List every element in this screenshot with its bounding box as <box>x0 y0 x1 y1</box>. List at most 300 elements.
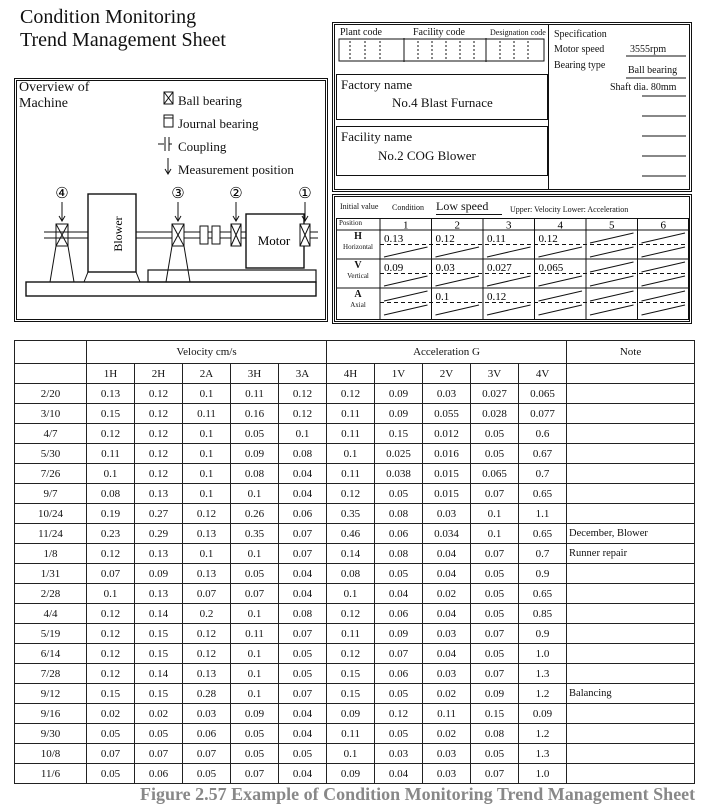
initial-value-cell: 0.12 <box>538 233 558 245</box>
value-cell: 0.09 <box>375 404 423 424</box>
table-row <box>15 764 695 784</box>
table-row <box>15 504 695 524</box>
date-cell: 9/12 <box>15 684 87 704</box>
accel-cell-slash <box>384 276 428 286</box>
value-cell: 0.11 <box>423 704 471 724</box>
value-cell: 0.12 <box>135 404 183 424</box>
value-cell: 0.06 <box>279 504 327 524</box>
value-cell: 0.06 <box>375 604 423 624</box>
value-cell: 0.1 <box>87 464 135 484</box>
date-cell: 7/28 <box>15 664 87 684</box>
empty-cell-slash <box>384 291 428 301</box>
value-cell: 0.05 <box>471 564 519 584</box>
value-cell: 0.07 <box>471 624 519 644</box>
accel-cell-slash <box>590 276 634 286</box>
value-cell: 0.12 <box>87 664 135 684</box>
value-cell: 0.04 <box>279 484 327 504</box>
value-cell: 0.11 <box>183 404 231 424</box>
value-cell: 0.13 <box>87 384 135 404</box>
value-cell: 0.09 <box>375 624 423 644</box>
table-row <box>15 604 695 624</box>
value-cell: 0.04 <box>375 764 423 784</box>
position-3-label: ③ <box>171 186 185 202</box>
value-cell: 0.9 <box>519 564 567 584</box>
initial-value-cell: 0.11 <box>487 233 506 245</box>
value-cell: 0.04 <box>423 564 471 584</box>
date-cell: 3/10 <box>15 404 87 424</box>
value-cell: 0.65 <box>519 524 567 544</box>
value-cell: 0.03 <box>423 624 471 644</box>
v-letter: V <box>354 260 362 271</box>
v-name: Vertical <box>347 272 369 280</box>
note-cell <box>567 464 695 484</box>
motor-label: Motor <box>257 233 291 248</box>
value-cell: 0.1 <box>327 584 375 604</box>
value-cell: 0.08 <box>375 504 423 524</box>
value-cell: 0.1 <box>183 464 231 484</box>
overview-title-line-1: Overview of <box>19 80 90 95</box>
value-cell: 0.055 <box>423 404 471 424</box>
value-cell: 0.07 <box>279 684 327 704</box>
initial-value-cell: 0.027 <box>487 262 512 274</box>
value-cell: 0.09 <box>135 564 183 584</box>
value-cell: 0.15 <box>87 684 135 704</box>
page-title <box>20 6 226 52</box>
value-cell: 0.13 <box>183 664 231 684</box>
empty-cell-slash <box>642 233 686 243</box>
note-cell <box>567 584 695 604</box>
value-cell: 0.1 <box>183 544 231 564</box>
value-cell: 0.11 <box>327 724 375 744</box>
row-axial <box>334 290 382 310</box>
value-cell: 0.03 <box>183 704 231 724</box>
note-cell <box>567 504 695 524</box>
value-cell: 0.05 <box>231 724 279 744</box>
title-line-2: Trend Management Sheet <box>20 29 226 51</box>
initial-value-cell: 0.12 <box>435 233 455 245</box>
overview-title-line-2: Machine <box>19 96 68 111</box>
table-row <box>15 444 695 464</box>
value-cell: 0.02 <box>135 704 183 724</box>
empty-cell-slash <box>642 291 686 301</box>
value-cell: 0.08 <box>279 444 327 464</box>
value-cell: 0.13 <box>183 524 231 544</box>
value-cell: 0.05 <box>375 484 423 504</box>
note-cell: December, Blower <box>567 524 695 544</box>
row-horizontal <box>334 232 382 252</box>
value-cell: 1.3 <box>519 664 567 684</box>
date-cell: 10/24 <box>15 504 87 524</box>
legend-ball-bearing: Ball bearing <box>178 93 242 108</box>
value-cell: 0.05 <box>231 564 279 584</box>
value-cell: 0.13 <box>135 544 183 564</box>
table-row <box>15 744 695 764</box>
accel-cell-slash <box>384 305 428 315</box>
value-cell: 0.05 <box>375 564 423 584</box>
value-cell: 0.15 <box>375 424 423 444</box>
date-cell: 4/4 <box>15 604 87 624</box>
value-cell: 0.07 <box>87 564 135 584</box>
accel-cell-slash <box>487 247 531 257</box>
value-cell: 0.11 <box>327 424 375 444</box>
value-cell: 0.11 <box>327 464 375 484</box>
value-cell: 0.03 <box>375 744 423 764</box>
value-cell: 0.06 <box>375 664 423 684</box>
value-cell: 1.3 <box>519 744 567 764</box>
h-letter: H <box>354 231 362 242</box>
a-name: Axial <box>350 301 366 309</box>
value-cell: 0.13 <box>135 584 183 604</box>
value-cell: 0.12 <box>279 404 327 424</box>
value-cell: 0.04 <box>279 764 327 784</box>
date-cell: 11/6 <box>15 764 87 784</box>
value-cell: 0.12 <box>87 604 135 624</box>
note-cell <box>567 404 695 424</box>
velocity-accel-legend: Upper: Velocity Lower: Acceleration <box>510 205 629 214</box>
velocity-header: Velocity cm/s <box>87 341 327 364</box>
value-cell: 0.05 <box>375 684 423 704</box>
h-name: Horizontal <box>343 243 373 251</box>
note-cell: Runner repair <box>567 544 695 564</box>
ball-bearing-icon <box>164 92 173 104</box>
value-cell: 0.1 <box>183 444 231 464</box>
empty-cell-slash <box>539 291 583 301</box>
value-cell: 0.012 <box>423 424 471 444</box>
position-header: 1 <box>403 219 409 232</box>
value-cell: 0.16 <box>231 404 279 424</box>
journal-bearing-icon <box>164 115 173 127</box>
table-row <box>15 484 695 504</box>
value-cell: 0.1 <box>231 484 279 504</box>
table-row <box>15 564 695 584</box>
date-cell: 9/16 <box>15 704 87 724</box>
table-row <box>15 584 695 604</box>
note-cell <box>567 764 695 784</box>
value-cell: 0.12 <box>183 624 231 644</box>
value-cell: 0.03 <box>423 664 471 684</box>
value-cell: 0.05 <box>279 744 327 764</box>
value-cell: 0.1 <box>231 684 279 704</box>
value-cell: 0.67 <box>519 444 567 464</box>
legend-journal-bearing: Journal bearing <box>178 116 259 131</box>
note-cell <box>567 384 695 404</box>
factory-name-label: Factory name <box>341 77 413 92</box>
accel-cell-slash <box>539 276 583 286</box>
note-cell <box>567 444 695 464</box>
initial-value-cell: 0.03 <box>435 262 455 274</box>
blower-label: Blower <box>111 216 125 252</box>
date-cell: 2/20 <box>15 384 87 404</box>
date-cell: 9/7 <box>15 484 87 504</box>
value-cell: 0.07 <box>231 764 279 784</box>
value-cell: 0.05 <box>135 724 183 744</box>
accel-cell-slash <box>539 247 583 257</box>
position-4-label: ④ <box>55 186 69 202</box>
value-cell: 1.2 <box>519 684 567 704</box>
value-cell: 0.11 <box>327 404 375 424</box>
value-cell: 0.07 <box>231 584 279 604</box>
value-cell: 0.05 <box>279 664 327 684</box>
table-row <box>15 624 695 644</box>
value-cell: 0.65 <box>519 484 567 504</box>
table-row <box>15 664 695 684</box>
accel-cell-slash <box>436 305 480 315</box>
value-cell: 0.12 <box>135 444 183 464</box>
note-header-blank <box>567 364 695 384</box>
column-header: 1V <box>375 364 423 384</box>
note-header: Note <box>567 341 695 364</box>
value-cell: 0.7 <box>519 544 567 564</box>
value-cell: 0.12 <box>183 504 231 524</box>
accel-cell-slash <box>487 276 531 286</box>
table-row <box>15 644 695 664</box>
value-cell: 0.09 <box>375 384 423 404</box>
value-cell: 0.07 <box>183 584 231 604</box>
value-cell: 0.1 <box>231 664 279 684</box>
value-cell: 0.12 <box>87 544 135 564</box>
value-cell: 0.12 <box>135 384 183 404</box>
value-cell: 0.08 <box>87 484 135 504</box>
value-cell: 0.85 <box>519 604 567 624</box>
coupling <box>200 226 208 244</box>
value-cell: 0.077 <box>519 404 567 424</box>
bearing-type-label: Bearing type <box>554 60 606 71</box>
accel-cell-slash <box>642 247 686 257</box>
value-cell: 0.13 <box>135 484 183 504</box>
value-cell: 0.29 <box>135 524 183 544</box>
initial-value-cell: 0.09 <box>384 262 404 274</box>
value-cell: 0.15 <box>471 704 519 724</box>
value-cell: 0.02 <box>87 704 135 724</box>
facility-code-label: Facility code <box>413 27 465 38</box>
column-header: 2A <box>183 364 231 384</box>
value-cell: 0.038 <box>375 464 423 484</box>
value-cell: 0.015 <box>423 464 471 484</box>
value-cell: 0.09 <box>231 444 279 464</box>
value-cell: 0.05 <box>231 744 279 764</box>
date-cell: 5/30 <box>15 444 87 464</box>
value-cell: 0.7 <box>519 464 567 484</box>
value-cell: 0.11 <box>87 444 135 464</box>
legend-labels <box>178 89 294 181</box>
value-cell: 0.08 <box>327 564 375 584</box>
value-cell: 0.065 <box>471 464 519 484</box>
value-cell: 0.1 <box>231 644 279 664</box>
value-cell: 0.27 <box>135 504 183 524</box>
position-header: 4 <box>557 219 563 232</box>
value-cell: 0.015 <box>423 484 471 504</box>
value-cell: 0.6 <box>519 424 567 444</box>
accel-cell-slash <box>436 276 480 286</box>
value-cell: 0.09 <box>519 704 567 724</box>
value-cell: 0.13 <box>183 564 231 584</box>
trend-table <box>14 340 695 784</box>
value-cell: 0.03 <box>423 504 471 524</box>
table-row <box>15 464 695 484</box>
position-header: 3 <box>506 219 512 232</box>
value-cell: 0.1 <box>231 604 279 624</box>
column-header: 2V <box>423 364 471 384</box>
value-cell: 0.12 <box>279 384 327 404</box>
value-cell: 0.02 <box>423 584 471 604</box>
value-cell: 0.05 <box>471 584 519 604</box>
value-cell: 0.065 <box>519 384 567 404</box>
value-cell: 0.14 <box>135 664 183 684</box>
value-cell: 0.12 <box>135 424 183 444</box>
accel-cell-slash <box>436 247 480 257</box>
initial-value-cell: 0.13 <box>384 233 404 245</box>
value-cell: 0.12 <box>183 644 231 664</box>
value-cell: 0.65 <box>519 584 567 604</box>
value-cell: 0.12 <box>87 424 135 444</box>
legend-coupling: Coupling <box>178 139 227 154</box>
date-cell: 4/7 <box>15 424 87 444</box>
spec-title: Specification <box>554 29 607 40</box>
note-cell <box>567 624 695 644</box>
value-cell: 0.04 <box>279 564 327 584</box>
column-header: 4V <box>519 364 567 384</box>
value-cell: 0.12 <box>87 644 135 664</box>
value-cell: 0.06 <box>183 724 231 744</box>
value-cell: 0.03 <box>423 744 471 764</box>
value-cell: 0.1 <box>471 504 519 524</box>
note-cell <box>567 724 695 744</box>
position-1-label: ① <box>298 186 312 202</box>
value-cell: 0.1 <box>183 484 231 504</box>
value-cell: 1.0 <box>519 644 567 664</box>
value-cell: 0.04 <box>423 544 471 564</box>
table-row <box>15 404 695 424</box>
table-row <box>15 524 695 544</box>
value-cell: 0.05 <box>471 604 519 624</box>
column-header: 3A <box>279 364 327 384</box>
value-cell: 0.03 <box>423 384 471 404</box>
note-cell <box>567 704 695 724</box>
acceleration-header: Acceleration G <box>327 341 567 364</box>
designation-code-label: Designation code <box>490 28 546 37</box>
value-cell: 0.07 <box>471 484 519 504</box>
overview-title <box>19 80 89 112</box>
value-cell: 0.28 <box>183 684 231 704</box>
value-cell: 0.07 <box>471 664 519 684</box>
motor-base <box>148 270 316 282</box>
table-row <box>15 544 695 564</box>
factory-name-value: No.4 Blast Furnace <box>392 95 493 110</box>
column-header: 1H <box>87 364 135 384</box>
value-cell: 0.14 <box>135 604 183 624</box>
value-cell: 0.07 <box>279 524 327 544</box>
date-cell: 1/8 <box>15 544 87 564</box>
value-cell: 0.016 <box>423 444 471 464</box>
value-cell: 0.1 <box>183 384 231 404</box>
value-cell: 0.05 <box>279 644 327 664</box>
value-cell: 0.46 <box>327 524 375 544</box>
value-cell: 0.1 <box>279 424 327 444</box>
date-cell: 2/28 <box>15 584 87 604</box>
accel-cell-slash <box>642 305 686 315</box>
table-row <box>15 424 695 444</box>
position-header: 5 <box>609 219 615 232</box>
value-cell: 0.14 <box>327 544 375 564</box>
value-cell: 0.2 <box>183 604 231 624</box>
value-cell: 0.15 <box>135 644 183 664</box>
condition-label: Condition <box>392 203 425 212</box>
value-cell: 0.07 <box>375 644 423 664</box>
value-cell: 0.08 <box>279 604 327 624</box>
value-cell: 0.05 <box>231 424 279 444</box>
title-line-1: Condition Monitoring <box>20 6 197 28</box>
value-cell: 0.02 <box>423 724 471 744</box>
value-cell: 0.12 <box>135 464 183 484</box>
value-cell: 0.1 <box>183 424 231 444</box>
value-cell: 0.09 <box>471 684 519 704</box>
value-cell: 0.1 <box>327 444 375 464</box>
value-cell: 0.025 <box>375 444 423 464</box>
column-header: 3V <box>471 364 519 384</box>
value-cell: 0.05 <box>471 444 519 464</box>
date-cell: 11/24 <box>15 524 87 544</box>
bearing-type-value: Ball bearing <box>628 65 678 76</box>
code-boxes <box>338 38 546 64</box>
accel-cell-slash <box>590 305 634 315</box>
legend-measurement-position: Measurement position <box>178 162 294 177</box>
row-vertical <box>334 261 382 281</box>
motor-speed-value: 3555rpm <box>630 44 667 55</box>
value-cell: 0.15 <box>135 624 183 644</box>
empty-cell-slash <box>590 233 634 243</box>
value-cell: 0.09 <box>327 764 375 784</box>
note-cell <box>567 744 695 764</box>
value-cell: 0.08 <box>231 464 279 484</box>
value-cell: 0.35 <box>231 524 279 544</box>
position-header: 6 <box>660 219 666 232</box>
value-cell: 0.19 <box>87 504 135 524</box>
column-header: 3H <box>231 364 279 384</box>
value-cell: 0.1 <box>87 584 135 604</box>
value-cell: 0.08 <box>471 724 519 744</box>
date-header <box>15 364 87 384</box>
value-cell: 0.23 <box>87 524 135 544</box>
accel-cell-slash <box>539 305 583 315</box>
table-row <box>15 384 695 404</box>
facility-name-label: Facility name <box>341 129 413 144</box>
value-cell: 0.05 <box>471 644 519 664</box>
value-cell: 0.26 <box>231 504 279 524</box>
value-cell: 0.05 <box>471 744 519 764</box>
initial-value-cell: 0.1 <box>435 291 450 303</box>
date-cell: 5/19 <box>15 624 87 644</box>
table-row <box>15 704 695 724</box>
value-cell: 0.04 <box>279 704 327 724</box>
position-2-label: ② <box>229 186 243 202</box>
value-cell: 0.05 <box>87 764 135 784</box>
value-cell: 0.15 <box>135 684 183 704</box>
value-cell: 1.2 <box>519 724 567 744</box>
corner-cell <box>15 341 87 364</box>
value-cell: 0.07 <box>183 744 231 764</box>
empty-cell-slash <box>642 262 686 272</box>
value-cell: 0.028 <box>471 404 519 424</box>
column-header: 2H <box>135 364 183 384</box>
note-cell <box>567 484 695 504</box>
value-cell: 0.04 <box>423 604 471 624</box>
value-cell: 0.04 <box>279 584 327 604</box>
value-cell: 0.35 <box>327 504 375 524</box>
value-cell: 0.15 <box>327 684 375 704</box>
table-row <box>15 724 695 744</box>
value-cell: 0.02 <box>423 684 471 704</box>
date-cell: 9/30 <box>15 724 87 744</box>
